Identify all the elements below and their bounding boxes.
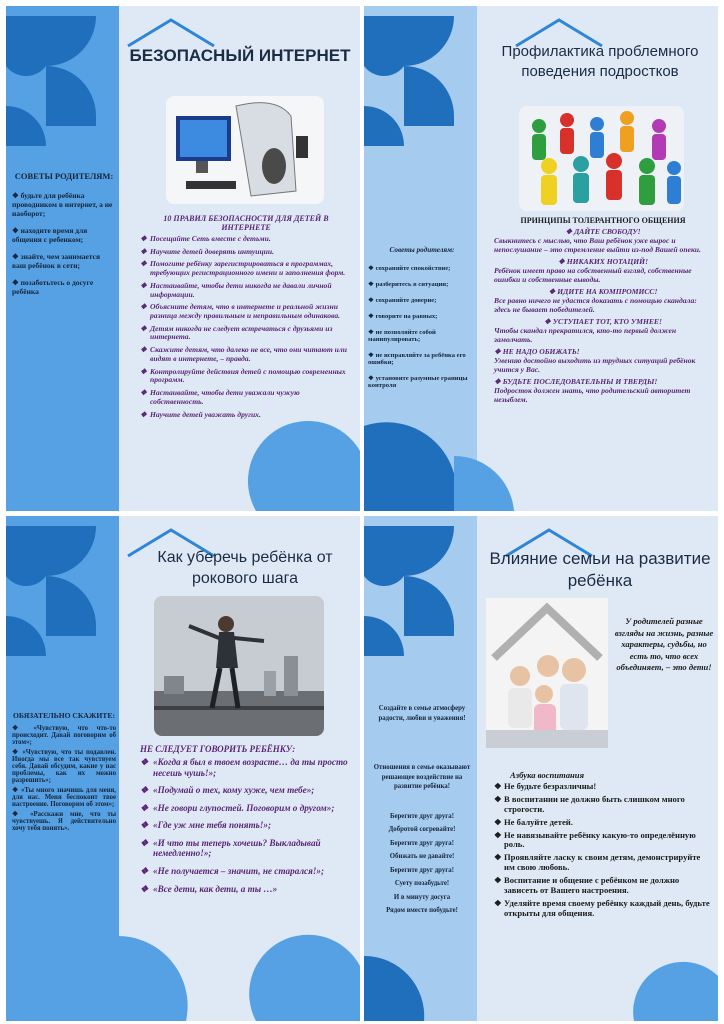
phrase-item: ❖ «Не говори глупостей. Поговорим о другом»; — [140, 802, 335, 813]
poem-line: Берегите друг друга! — [390, 839, 454, 847]
dont-say-list — [140, 744, 352, 901]
panel-title: Профилактика проблемного поведения подростков — [501, 43, 699, 80]
phrase-item: ❖ «Где уж мне тебя понять!»; — [140, 820, 272, 831]
principle-item: ❖ ИДИТЕ НА КОМПРОМИСС! Все равно ничего не удастся доказать с помощью скандала: здесь не бывает победителей. — [494, 287, 697, 314]
panel-teen-behavior — [364, 6, 718, 511]
say-item: ❖ «Чувствую, что что-то происходит. Давай поговорим об этом»; — [12, 725, 116, 746]
principle-item: ❖ НЕ НАДО ОБИЖАТЬ! Умению достойно выходить из трудных ситуаций ребёнок учится у Вас. — [494, 347, 696, 374]
rule-item: ❖ Помогите ребёнку зарегистрироваться в программах, требующих регистрационного имени и заполнения форм. — [140, 259, 346, 278]
say-item: ❖ «Расскажи мне, что ты чувствуешь. Я действительно хочу тебя понять». — [12, 811, 117, 832]
principles-list — [494, 216, 712, 404]
phrase-item: ❖ «И что ты теперь хочешь? Выкладывай немедленно!»; — [140, 837, 321, 859]
family-advice — [370, 704, 474, 920]
poem-line: Суету позабудьте! — [394, 880, 450, 888]
abc-item: ❖ Не балуйте детей. — [494, 816, 573, 827]
abc-item: ❖ В воспитании не должно быть слишком много строгости. — [494, 793, 685, 814]
panel-safe-internet — [6, 6, 360, 511]
tip-item: ❖ установите разумные границы контроля — [368, 375, 468, 389]
side-header: СОВЕТЫ РОДИТЕЛЯМ: — [14, 171, 114, 181]
family-illustration — [486, 598, 608, 748]
tip-item: ❖ сохраняйте доверие; — [368, 297, 437, 304]
phrase-item: ❖ «Когда я был в твоем возрасте… да ты просто несешь чушь!»; — [140, 757, 348, 778]
colored-figures-illustration — [519, 106, 684, 211]
abc-item: ❖ Воспитание и общение с ребёнком не должно зависеть от Вашего настроения. — [494, 875, 680, 895]
principles-header: ПРИНЦИПЫ ТОЛЕРАНТНОГО ОБЩЕНИЯ — [520, 216, 686, 225]
family-quote: У родителей разные взгляды на жизнь, разные характеры, судьбы, но есть то, что всех объединяет, – это дети! — [614, 616, 714, 673]
figures-photo — [519, 106, 684, 211]
must-say-list — [12, 711, 116, 834]
rules-list — [140, 214, 352, 423]
panel-title: Влияние семьи на развитие ребёнка — [489, 549, 711, 591]
rule-item: ❖ Детям никогда не следует встречаться с друзьями из интернета. — [140, 323, 333, 342]
rule-item: ❖ Скажите детям, что далеко не все, что они читают или видят в интернете, – правда. — [140, 345, 348, 363]
principle-item: ❖ ДАЙТЕ СВОБОДУ! Свыкнитесь с мыслью, что Ваш ребёнок уже вырос и непослушание – это стремление выйти из-под Вашей опеки. — [494, 227, 701, 254]
parent-tips — [12, 171, 116, 304]
panel-protect-child — [6, 516, 360, 1021]
panel-family-influence — [364, 516, 718, 1021]
poem-line: Берегите друг друга! — [390, 866, 454, 874]
poem-line: И в минуту досуга — [393, 893, 451, 901]
side-header: Советы родителям: — [389, 246, 455, 254]
rule-item: ❖ Объясните детям, что в интернете и реальной жизни разница между правильным и неправильным одинакова. — [140, 302, 341, 321]
tip-item: ❖ будьте для ребёнка проводником в интернет, а не наоборот; — [12, 191, 113, 218]
advice-block: Создайте в семье атмосферу радости, любви и уважения! — [378, 705, 466, 722]
family-photo — [486, 598, 608, 748]
poem-line: Добротой согревайте! — [388, 826, 456, 834]
dont-say-header: НЕ СЛЕДУЕТ ГОВОРИТЬ РЕБЁНКУ: — [140, 744, 296, 754]
abc-header: Азбука воспитания — [510, 770, 585, 780]
advice-block: Отношения в семье оказывают решающее воздействие на развитие ребёнка! — [373, 764, 471, 791]
tip-item: ❖ разберитесь в ситуации; — [368, 281, 449, 288]
girl-on-roof-illustration — [154, 596, 324, 736]
abc-item: ❖ Не навязывайте ребёнку какую-то определённую роль. — [494, 829, 696, 850]
phrase-item: ❖ «Подумай о тех, кому хуже, чем тебе»; — [140, 785, 315, 796]
abc-item: ❖ Не будьте безразличны! — [494, 781, 597, 791]
upbringing-abc — [494, 770, 710, 922]
rule-item: ❖ Настаивайте, чтобы дети никогда не давали личной информации. — [140, 280, 332, 299]
abc-item: ❖ Проявляйте ласку к своим детям, демонстрируйте им свою любовь. — [494, 852, 701, 873]
tip-item: ❖ находите время для общения с ребенком; — [12, 226, 88, 244]
tip-item: ❖ говорите на равных; — [368, 313, 438, 320]
abc-item: ❖ Уделяйте время своему ребёнку каждый день, будьте открыты для общения. — [494, 897, 710, 918]
principle-item: ❖ БУДЬТЕ ПОСЛЕДОВАТЕЛЬНЫ И ТВЕРДЫ! Подросток должен знать, что родительский авторитет незыблем. — [494, 377, 691, 404]
phrase-item: ❖ «Не получается – значит, не старался!»; — [140, 866, 325, 877]
poem-line: Берегите друг друга! — [390, 812, 454, 820]
rule-item: ❖ Научите детей уважать других. — [140, 409, 261, 419]
computer-illustration — [166, 96, 324, 204]
rules-header: 10 ПРАВИЛ БЕЗОПАСНОСТИ ДЛЯ ДЕТЕЙ В ИНТЕРНЕТЕ — [163, 214, 329, 232]
tip-item: ❖ знайте, чем занимается ваш ребёнок в сети; — [12, 252, 101, 270]
rule-item: ❖ Научите детей доверять интуиции. — [140, 246, 275, 256]
rule-item: ❖ Контролируйте действия детей с помощью современных программ. — [140, 366, 346, 385]
panel-title: Как уберечь ребёнка от рокового шага — [157, 549, 333, 587]
rule-item: ❖ Посещайте Сеть вместе с детьми. — [140, 234, 271, 243]
phrase-item: ❖ «Все дети, как дети, а ты …» — [140, 883, 278, 894]
tip-item: ❖ позаботьтесь о досуге ребёнка — [12, 278, 94, 296]
poem-line: Рядом вместе побудьте! — [386, 907, 458, 915]
poem-line: Обижать не давайте! — [389, 853, 455, 861]
girl-photo — [154, 596, 324, 736]
computer-photo — [166, 96, 324, 204]
tip-item: ❖ сохраняйте спокойствие; — [368, 265, 451, 272]
rule-item: ❖ Настаивайте, чтобы дети уважали чужую собственность. — [140, 388, 300, 406]
say-item: ❖ «Чувствую, что ты подавлен. Иногда мы все так чувствуем себя. Давай обсудим, какие у нас проблемы, как их можно разрешить»; — [12, 749, 117, 784]
tip-item: ❖ не исправляйте за ребёнка его ошибки; — [368, 352, 466, 366]
parent-tips — [368, 246, 476, 397]
principle-item: ❖ НИКАКИХ НОТАЦИЙ! Ребёнок имеет право на собственный взгляд, собственные ошибки и собственные выводы. — [494, 257, 692, 284]
side-header: ОБЯЗАТЕЛЬНО СКАЖИТЕ: — [13, 711, 115, 720]
panel-title: БЕЗОПАСНЫЙ ИНТЕРНЕТ — [129, 46, 351, 65]
say-item: ❖ «Ты много значишь для меня, для нас. Меня беспокоит твое настроение. Поговорим об этом»; — [12, 787, 117, 808]
tip-item: ❖ не позволяйте собой манипулировать; — [368, 329, 436, 343]
principle-item: ❖ УСТУПАЕТ ТОТ, КТО УМНЕЕ! Чтобы скандал прекратился, кто-то первый должен замолчать. — [494, 317, 677, 344]
